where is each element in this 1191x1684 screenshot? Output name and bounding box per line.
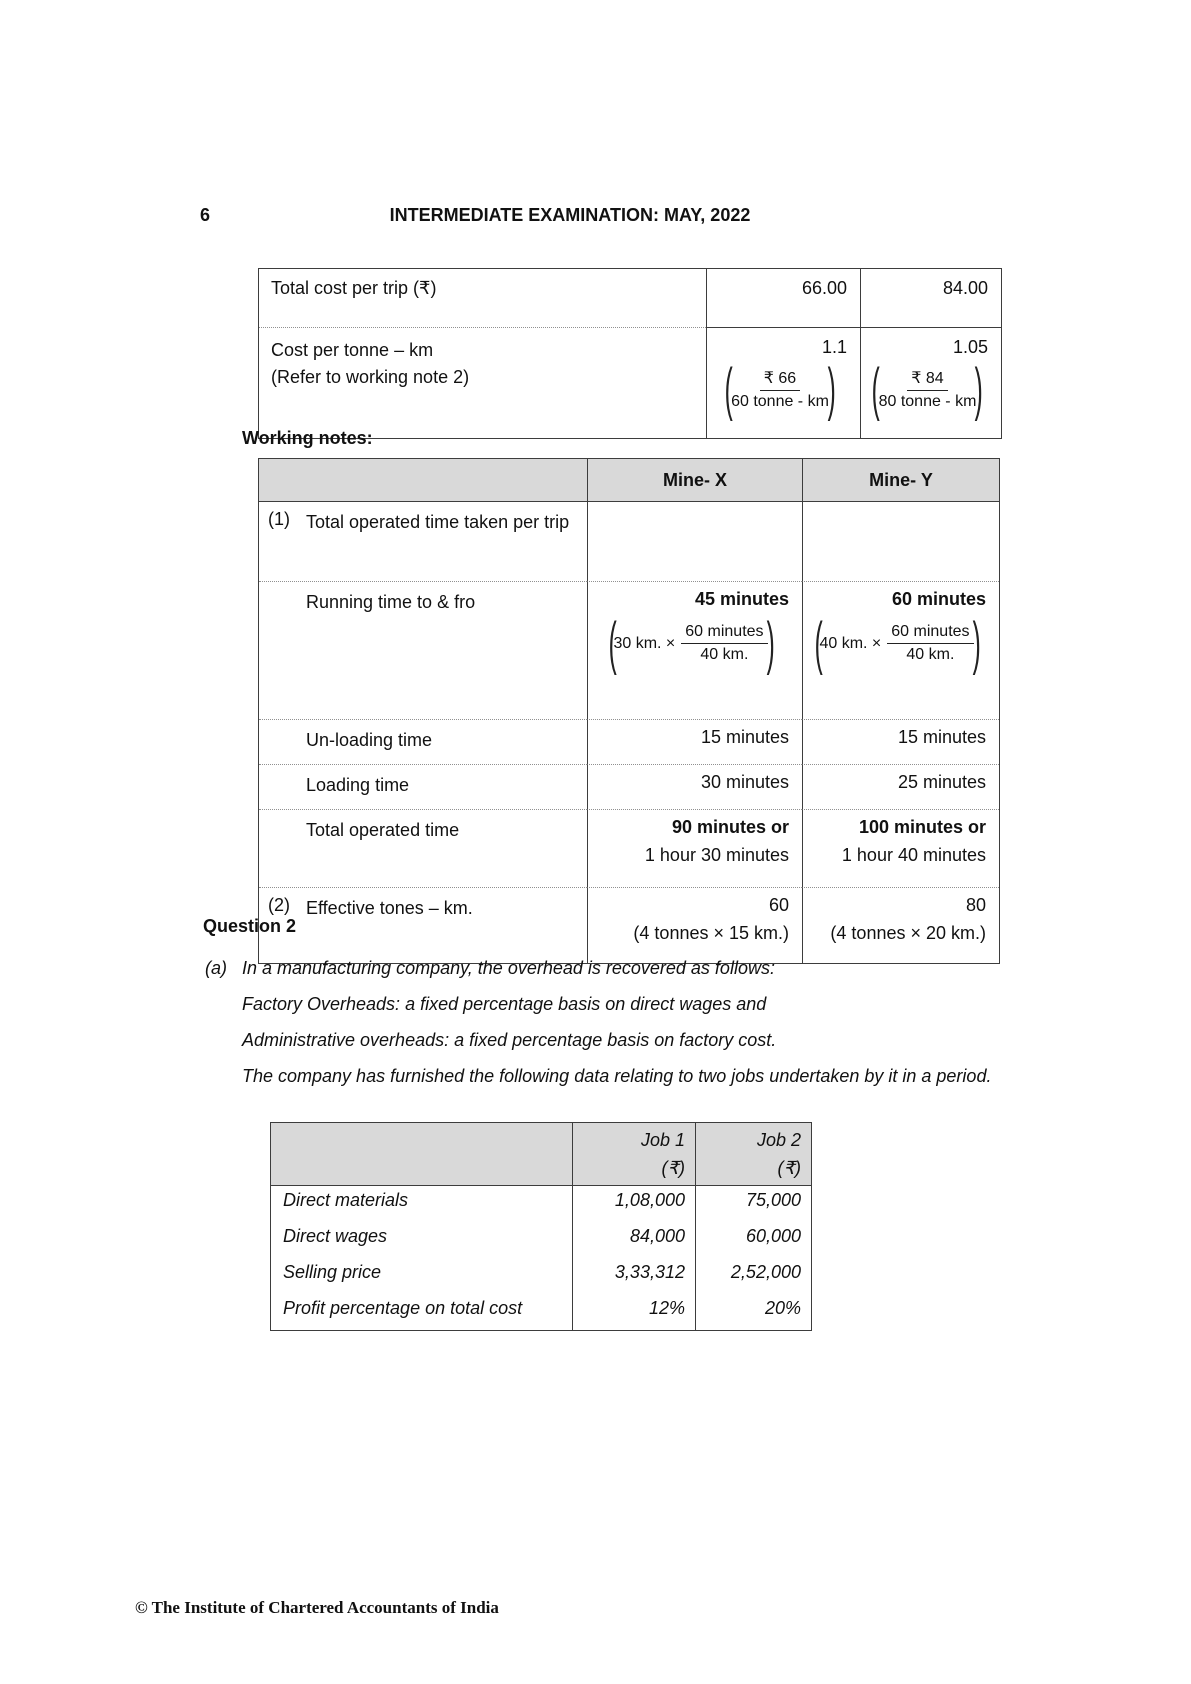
row-number: (1) (268, 509, 290, 529)
right-paren: ) (766, 611, 775, 676)
cost-row-label: Total cost per trip (₹) (259, 269, 706, 328)
mine-y-value: 60 minutes (891, 589, 986, 609)
fraction-numerator: ₹ 66 (760, 368, 800, 391)
table-row (259, 328, 1001, 438)
mine-x-header: Mine- X (587, 459, 802, 502)
mine-y-fraction (809, 611, 986, 676)
mine-y-cell (802, 809, 999, 887)
cost-mine-y-cell (860, 328, 1001, 438)
cost-mine-x-fraction (713, 357, 847, 422)
fraction-denominator: 80 tonne - km (878, 393, 977, 411)
working-notes-table (258, 458, 1000, 964)
question-2-heading: Question 2 (203, 916, 297, 936)
table-row (271, 1258, 811, 1294)
row-label: Selling price (283, 1262, 382, 1282)
blank-header-cell (259, 459, 587, 502)
row-label: Un-loading time (259, 719, 587, 764)
left-paren: ( (814, 611, 823, 676)
cost-per-trip-table (258, 268, 1002, 439)
mine-x-value: 60 (768, 895, 789, 915)
left-paren: ( (871, 357, 880, 422)
question-paragraph: Factory Overheads: a fixed percentage basis on direct wages and (242, 994, 767, 1014)
row-label: Direct materials (283, 1190, 409, 1210)
cost-row-label (259, 328, 706, 438)
page-number: 6 (200, 205, 211, 225)
table-row (259, 502, 999, 581)
fraction-prefix: 30 km. × (613, 634, 676, 652)
job-2-value: 20% (695, 1294, 811, 1330)
table-row (271, 1222, 811, 1258)
row-label: (1) Total operated time taken per trip (268, 509, 570, 532)
table-row (271, 1294, 811, 1330)
mine-x-cell (587, 581, 802, 719)
fraction-prefix: 40 km. × (819, 634, 882, 652)
mine-y-subvalue: (4 tonnes × 20 km.) (830, 923, 986, 943)
left-paren: ( (608, 611, 617, 676)
right-paren: ) (827, 357, 836, 422)
fraction-numerator: 60 minutes (887, 623, 973, 644)
table-row (259, 581, 999, 719)
cost-mine-x-value: 1.1 (821, 337, 847, 357)
row-label: Direct wages (283, 1226, 388, 1246)
fraction-denominator: 60 tonne - km (731, 393, 829, 411)
fraction-denominator: 40 km. (906, 646, 955, 664)
table-row (259, 809, 999, 887)
table-row (259, 269, 1001, 328)
job-data-table (270, 1122, 812, 1331)
blank-header-cell (271, 1123, 572, 1186)
row-label: Loading time (259, 764, 587, 809)
job-1-value: 84,000 (572, 1222, 695, 1258)
cost-mine-x-value: 66.00 (706, 269, 860, 328)
left-paren: ( (724, 357, 733, 422)
mine-y-cell (802, 581, 999, 719)
job-2-value: 2,52,000 (695, 1258, 811, 1294)
table-row (259, 719, 999, 764)
question-2-body (205, 950, 1020, 1094)
question-paragraph: In a manufacturing company, the overhead is recovered as follows: (242, 958, 775, 978)
cost-mine-x-cell (706, 328, 860, 438)
question-paragraph: The company has furnished the following data relating to two jobs undertaken by it in a period. (242, 1066, 992, 1086)
mine-x-value: 30 minutes (587, 764, 802, 809)
job-1-value: 3,33,312 (572, 1258, 695, 1294)
right-paren: ) (972, 611, 981, 676)
mine-x-value: 15 minutes (587, 719, 802, 764)
fraction-numerator: 60 minutes (681, 623, 767, 644)
mine-x-value: 45 minutes (694, 589, 789, 609)
mine-x-cell (587, 502, 802, 581)
mine-y-value: 15 minutes (802, 719, 999, 764)
mine-y-value: 25 minutes (802, 764, 999, 809)
page-header-title: INTERMEDIATE EXAMINATION: MAY, 2022 (389, 205, 751, 225)
job-1-value: 1,08,000 (572, 1186, 695, 1222)
fraction-numerator: ₹ 84 (907, 368, 947, 391)
question-paragraph: Administrative overheads: a fixed percentage basis on factory cost. (242, 1030, 777, 1050)
row-label: (2) Effective tones – km. (259, 887, 587, 963)
mine-x-cell (587, 809, 802, 887)
cost-mine-y-fraction (867, 357, 988, 422)
cost-mine-y-value: 1.05 (952, 337, 988, 357)
copyright-footer: © The Institute of Chartered Accountants of India (135, 1598, 499, 1617)
row-label: Total operated time (259, 809, 587, 887)
fraction-denominator: 40 km. (700, 646, 749, 664)
mine-y-value: 80 (965, 895, 986, 915)
table-header-row (271, 1123, 811, 1186)
right-paren: ) (975, 357, 984, 422)
mine-y-header: Mine- Y (802, 459, 999, 502)
working-notes-heading: Working notes: (242, 428, 373, 448)
table-row (271, 1186, 811, 1222)
mine-y-subvalue: 1 hour 40 minutes (841, 845, 986, 865)
row-label: Running time to & fro (259, 581, 587, 719)
question-part-label: (a) (205, 958, 227, 978)
job-2-value: 60,000 (695, 1222, 811, 1258)
question-paragraphs (242, 950, 1018, 1094)
row-number: (2) (268, 895, 290, 915)
mine-y-cell (802, 502, 999, 581)
mine-y-value: 100 minutes or (858, 817, 986, 837)
cost-mine-y-value: 84.00 (860, 269, 1001, 328)
table-header-row (259, 459, 999, 502)
mine-x-subvalue: 1 hour 30 minutes (644, 845, 789, 865)
mine-x-fraction (594, 611, 789, 676)
mine-x-value: 90 minutes or (671, 817, 789, 837)
mine-x-subvalue: (4 tonnes × 15 km.) (633, 923, 789, 943)
job-1-value: 12% (572, 1294, 695, 1330)
label-line-2: (Refer to working note 2) (271, 367, 470, 387)
label-line-1: Cost per tonne – km (271, 340, 434, 360)
job-1-header: Job 1 (₹) (572, 1123, 695, 1186)
table-row (259, 764, 999, 809)
job-2-header: Job 2 (₹) (695, 1123, 811, 1186)
job-2-value: 75,000 (695, 1186, 811, 1222)
row-label: Profit percentage on total cost (283, 1298, 523, 1318)
